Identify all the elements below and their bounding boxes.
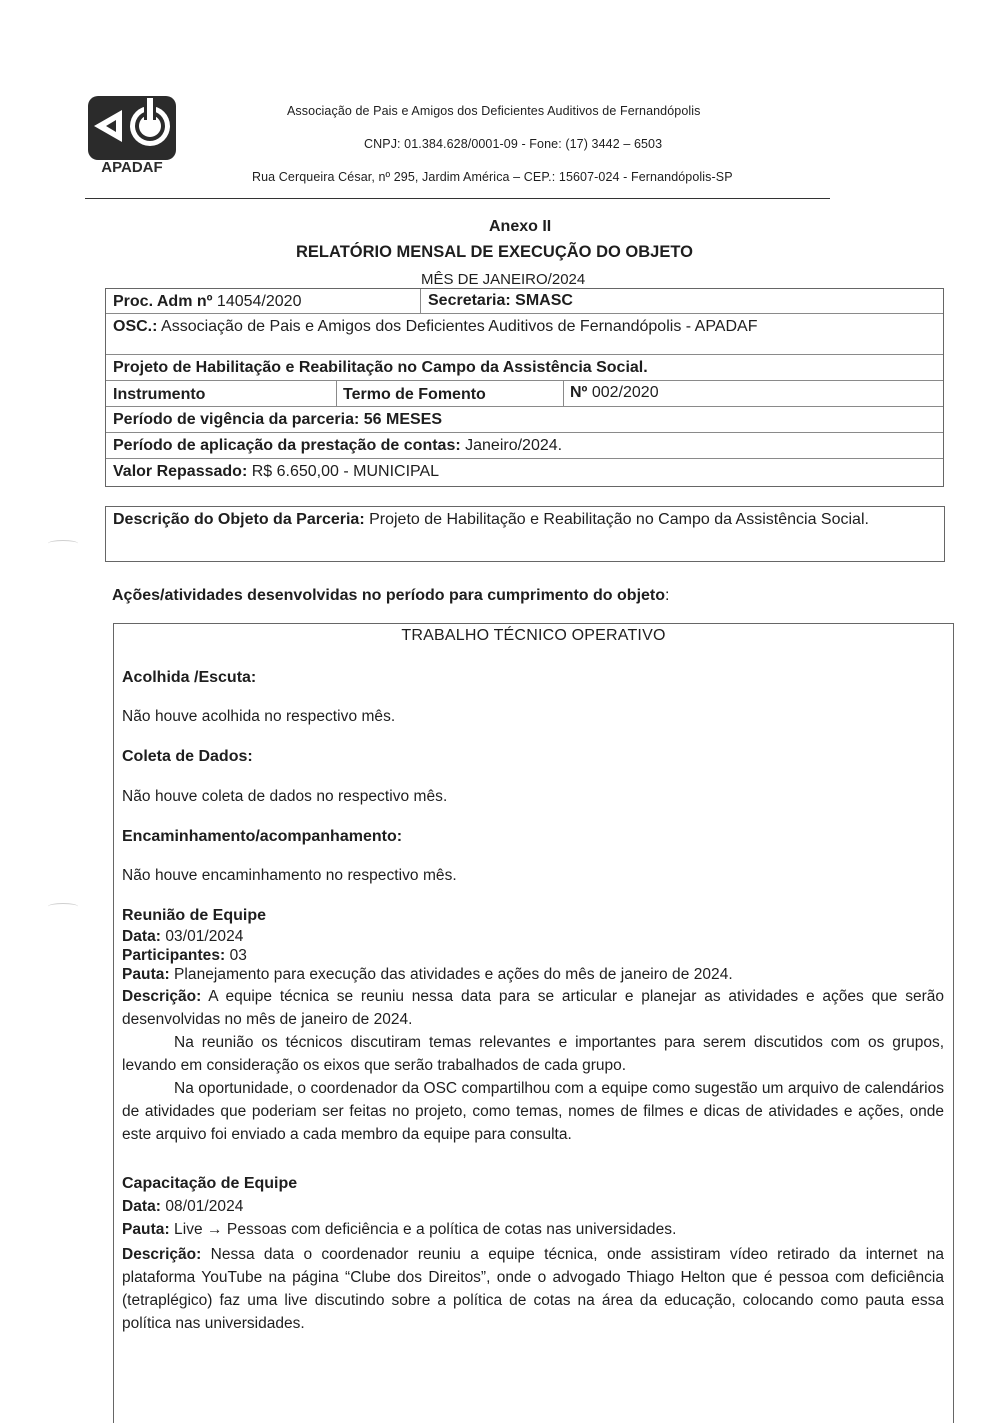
reuniao-paragrafo-1: Na reunião os técnicos discutiram temas relevantes e importantes para serem discutidos com os grupos, levando em consideração os eixos que serão trabalhados de cada grupo. [122, 1034, 944, 1074]
address: Rua Cerqueira César, nº 295, Jardim América – CEP.: 15607-024 - Fernandópolis-SP [252, 170, 733, 184]
row-instrumento [106, 381, 943, 407]
row-projeto [106, 355, 943, 381]
encaminhamento-text: Não houve encaminhamento no respectivo mês. [122, 867, 457, 884]
cnpj-phone: CNPJ: 01.384.628/0001-09 - Fone: (17) 3442 – 6503 [364, 137, 663, 151]
acoes-heading: Ações/atividades desenvolvidas no período para cumprimento do objeto: [112, 587, 670, 604]
reuniao-paragrafo-2: Na oportunidade, o coordenador da OSC compartilhou com a equipe como sugestão um arquivo de calendários de atividades que poderiam ser feitas no projeto, como temas, nomes de filmes e dicas de atividades e ações, onde este arquivo foi enviado a cada membro da equipe para consulta. [122, 1080, 944, 1143]
secretaria-field: Secretaria: SMASC [428, 292, 573, 309]
scan-mark [48, 903, 78, 910]
report-title: RELATÓRIO MENSAL DE EXECUÇÃO DO OBJETO [296, 243, 693, 261]
vigencia-field: Período de vigência da parceria: 56 MESES [113, 411, 443, 428]
reuniao-title: Reunião de Equipe [122, 907, 267, 924]
osc-field: OSC.: Associação de Pais e Amigos dos Deficientes Auditivos de Fernandópolis - APADAF [113, 318, 758, 335]
capacitacao-data: Data: 08/01/2024 [122, 1198, 244, 1215]
coleta-title: Coleta de Dados: [122, 748, 253, 765]
row-valor [106, 459, 943, 487]
logo-text: APADAF [101, 159, 163, 174]
encaminhamento-title: Encaminhamento/acompanhamento: [122, 828, 403, 845]
capacitacao-pauta: Pauta: Live → Pessoas com deficiência e a política de cotas nas universidades. [122, 1221, 677, 1238]
aplicacao-field: Período de aplicação da prestação de contas: Janeiro/2024. [113, 437, 563, 454]
row-proc [106, 289, 943, 314]
annex-title: Anexo II [489, 218, 552, 235]
month-title: MÊS DE JANEIRO/2024 [421, 271, 586, 288]
reuniao-participantes: Participantes: 03 [122, 947, 247, 964]
valor-field: Valor Repassado: R$ 6.650,00 - MUNICIPAL [113, 463, 440, 480]
capacitacao-title: Capacitação de Equipe [122, 1175, 298, 1192]
header-divider [85, 198, 830, 199]
reuniao-data: Data: 03/01/2024 [122, 928, 244, 945]
instrumento-label: Instrumento [113, 386, 206, 403]
row-osc [106, 314, 943, 355]
scan-mark [48, 540, 78, 547]
objeto-description: Descrição do Objeto da Parceria: Projeto de Habilitação e Reabilitação no Campo da Assistência Social. [113, 511, 869, 528]
termo-label: Termo de Fomento [343, 386, 486, 403]
capacitacao-descricao: Descrição: Nessa data o coordenador reuniu a equipe técnica, onde assistiram vídeo retirado da internet na plataforma YouTube na página “Clube dos Direitos”, onde o advogado Thiago Helton que é pessoa com deficiência (tetraplégico) faz uma live discutindo sobre a política de cotas na área da educação, colocando como pauta essa política nas universidades. [122, 1246, 944, 1332]
row-aplicacao [106, 433, 943, 459]
trabalho-title: TRABALHO TÉCNICO OPERATIVO [401, 627, 666, 644]
projeto-field: Projeto de Habilitação e Reabilitação no Campo da Assistência Social. [113, 359, 648, 376]
reuniao-pauta: Pauta: Planejamento para execução das atividades e ações do mês de janeiro de 2024. [122, 966, 733, 983]
acolhida-title: Acolhida /Escuta: [122, 669, 257, 686]
apadaf-logo [88, 96, 178, 174]
numero-field: Nº 002/2020 [570, 384, 659, 401]
ear-logo-icon [88, 96, 178, 174]
objeto-box [105, 506, 945, 562]
org-name: Associação de Pais e Amigos dos Deficientes Auditivos de Fernandópolis [287, 104, 701, 118]
reuniao-descricao: Descrição: A equipe técnica se reuniu nessa data para se articular e planejar as atividades e ações que serão desenvolvidas no mês de janeiro de 2024. [122, 988, 944, 1028]
info-table [105, 288, 944, 487]
proc-field: Proc. Adm nº 14054/2020 [113, 293, 302, 310]
coleta-text: Não houve coleta de dados no respectivo mês. [122, 788, 448, 805]
acolhida-text: Não houve acolhida no respectivo mês. [122, 708, 396, 725]
row-vigencia [106, 407, 943, 433]
